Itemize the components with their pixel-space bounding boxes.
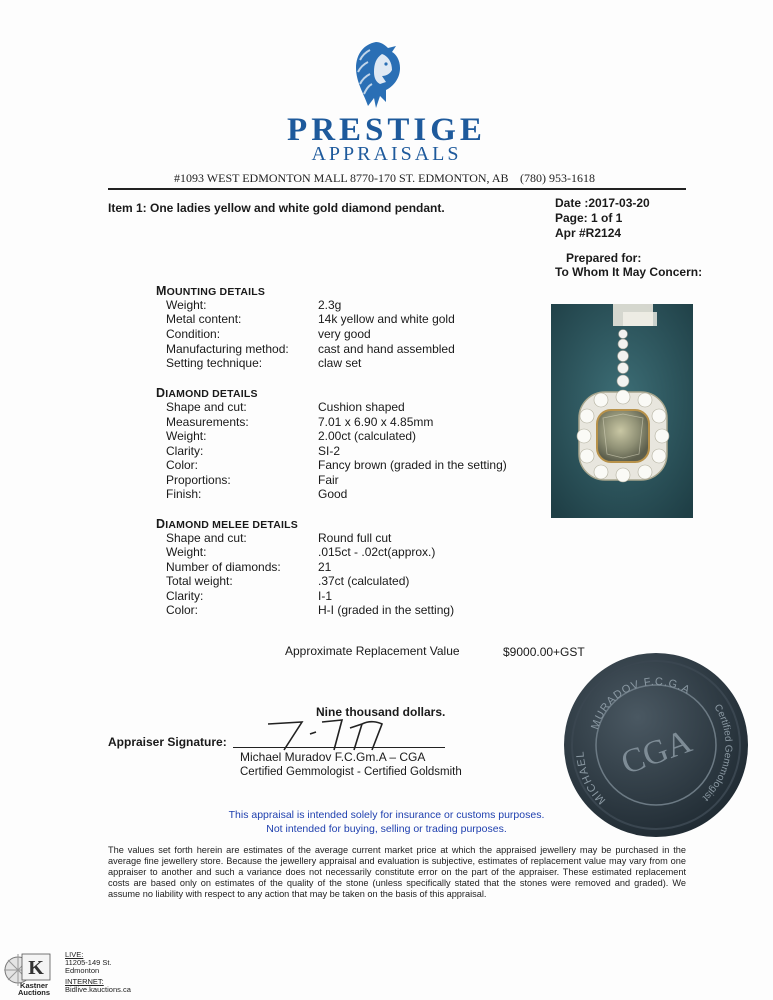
mounting-label: Metal content:	[166, 312, 242, 326]
mounting-details-heading: MOUNTING DETAILS	[156, 284, 266, 298]
header-divider	[108, 188, 686, 190]
replacement-value: $9000.00+GST	[503, 645, 585, 659]
diamond-value: 7.01 x 6.90 x 4.85mm	[318, 415, 434, 429]
mounting-label: Manufacturing method:	[166, 342, 289, 356]
diamond-value: 2.00ct (calculated)	[318, 429, 417, 443]
diamond-label: Color:	[166, 458, 199, 472]
mounting-label: Setting technique:	[166, 356, 263, 370]
badge-letter: K	[28, 957, 44, 979]
lion-logo-icon	[346, 38, 408, 110]
pendant-photo	[551, 304, 693, 518]
replacement-value-label: Approximate Replacement Value	[285, 644, 460, 658]
live-address-line2: Edmonton	[65, 966, 100, 975]
appraiser-signature-label: Appraiser Signature:	[108, 735, 227, 749]
diamond-value: Cushion shaped	[318, 400, 405, 414]
melee-value: 21	[318, 560, 332, 574]
live-label: LIVE:	[65, 950, 84, 959]
diamond-label: Finish:	[166, 487, 202, 501]
diamond-label: Measurements:	[166, 415, 249, 429]
melee-label: Number of diamonds:	[166, 560, 281, 574]
seal-ring-left: MICHAEL	[574, 750, 609, 807]
diamond-details-heading: DIAMOND DETAILS	[156, 386, 258, 400]
prepared-for-recipient: To Whom It May Concern:	[555, 265, 703, 279]
melee-label: Color:	[166, 603, 199, 617]
kastner-auctions-badge	[4, 950, 62, 996]
header-phone: (780) 953-1618	[520, 171, 595, 185]
not-for-trade-notice: Not intended for buying, selling or trading purposes.	[266, 823, 507, 835]
seal-ring-top: MURADOV F.C.G.A	[589, 675, 693, 732]
insurance-notice: This appraisal is intended solely for insurance or customs purposes.	[228, 809, 545, 821]
melee-label: Shape and cut:	[166, 531, 247, 545]
disclaimer-text: The values set forth herein are estimates of the average current market price at which the appraised jewellery may be purchased in the average fine jewellery store. Because the jewellery appraisal and evaluation is subjective, estimates of replacement value may vary from one appraiser to another and such a variance does not necessarily constitute error on the part of the appraiser. These estimated replacement costs are based only on estimates of the quality of the stone (unless specifically stated that the stones were removed and graded). We assume no liability with respect to any action that may be taken on the basis of this appraisal.	[108, 845, 686, 899]
melee-label: Total weight:	[166, 574, 233, 588]
badge-name: Kastner	[20, 981, 48, 990]
diamond-label: Weight:	[166, 429, 207, 443]
melee-details-heading: DIAMOND MELEE DETAILS	[156, 517, 298, 531]
internet-label: INTERNET:	[65, 977, 104, 986]
diamond-value: Good	[318, 487, 348, 501]
appraiser-name: Michael Muradov F.C.Gm.A – CGA	[240, 750, 426, 764]
item-title: Item 1: One ladies yellow and white gold diamond pendant.	[108, 201, 445, 215]
internet-url[interactable]: Bidlive.kauctions.ca	[65, 985, 131, 994]
prepared-for-label: Prepared for:	[566, 251, 642, 265]
seal-center: CGA	[616, 722, 697, 783]
mounting-value: very good	[318, 327, 371, 341]
handwritten-signature	[250, 714, 420, 754]
melee-value: .37ct (calculated)	[318, 574, 410, 588]
diamond-label: Proportions:	[166, 473, 231, 487]
appraisal-date: Date :2017-03-20	[555, 196, 650, 210]
header-street: 8770-170 ST. EDMONTON, AB	[350, 171, 509, 185]
melee-value: H-I (graded in the setting)	[318, 603, 455, 617]
header-address: #1093 WEST EDMONTON MALL	[174, 171, 348, 185]
mounting-value: claw set	[318, 356, 362, 370]
badge-sub: Auctions	[17, 988, 51, 996]
mounting-label: Weight:	[166, 298, 207, 312]
appraiser-credentials: Certified Gemmologist - Certified Goldsmith	[240, 766, 462, 778]
brand-subtitle: APPRAISALS	[311, 143, 462, 165]
mounting-value: cast and hand assembled	[318, 342, 455, 356]
melee-label: Clarity:	[166, 589, 204, 603]
diamond-value: SI-2	[318, 444, 341, 458]
mounting-value: 14k yellow and white gold	[318, 312, 455, 326]
diamond-value: Fair	[318, 473, 339, 487]
diamond-value: Fancy brown (graded in the setting)	[318, 458, 507, 472]
mounting-label: Condition:	[166, 327, 221, 341]
melee-value: Round full cut	[318, 531, 392, 545]
melee-label: Weight:	[166, 545, 207, 559]
brand-name: PRESTIGE	[287, 112, 486, 148]
page-count: Page: 1 of 1	[555, 211, 623, 225]
mounting-value: 2.3g	[318, 298, 342, 312]
appraisal-number: Apr #R2124	[555, 226, 622, 240]
diamond-label: Clarity:	[166, 444, 204, 458]
melee-value: I-1	[318, 589, 333, 603]
seal-ring-right: Certified Gemmologist	[700, 702, 734, 803]
live-address-line1: 11205-149 St.	[65, 958, 112, 967]
value-in-words: Nine thousand dollars.	[316, 705, 446, 719]
diamond-label: Shape and cut:	[166, 400, 247, 414]
melee-value: .015ct - .02ct(approx.)	[318, 545, 436, 559]
